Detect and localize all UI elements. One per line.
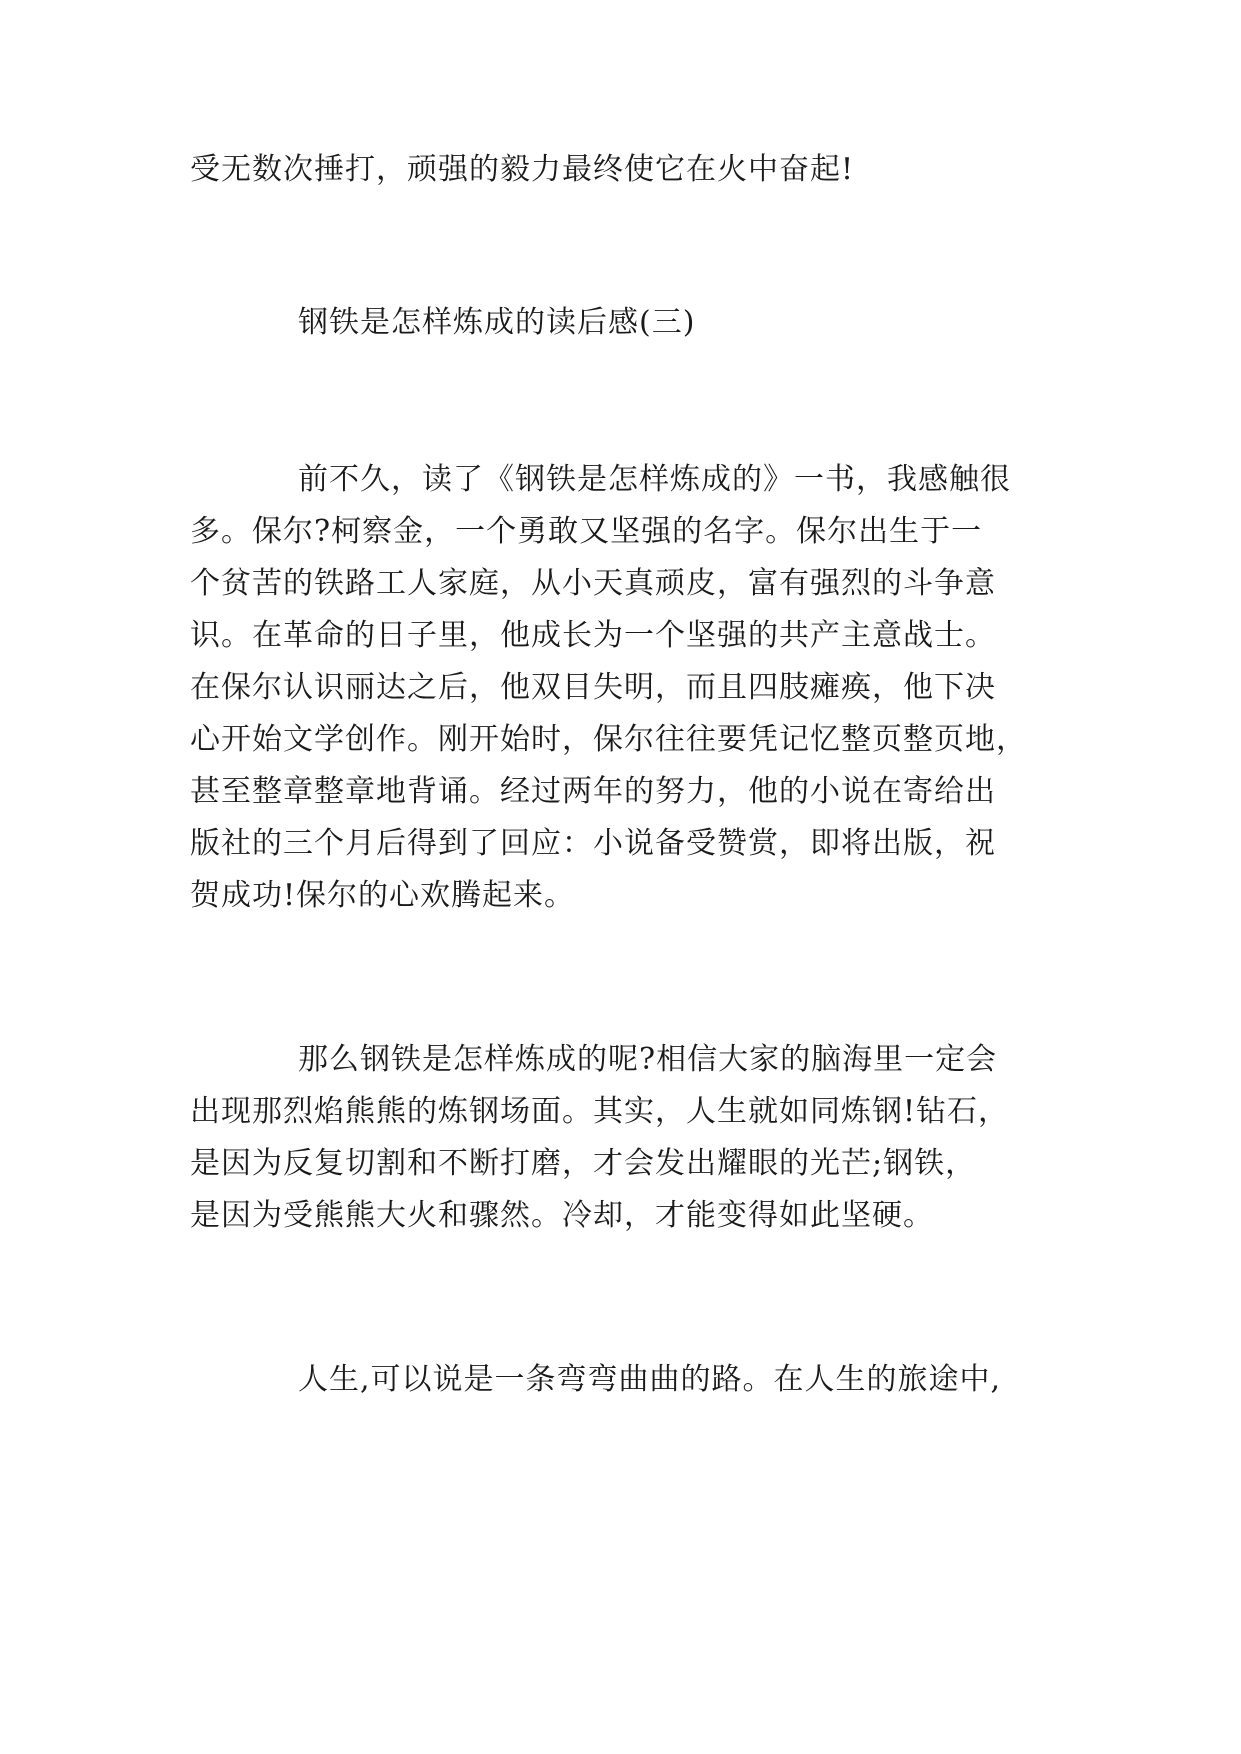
paragraph-2-line-4: 是因为受熊熊大火和骤然。冷却，才能变得如此坚硬。 — [190, 1198, 934, 1233]
paragraph-1-line-9: 贺成功!保尔的心欢腾起来。 — [190, 878, 576, 913]
paragraph-1-line-4: 识。在革命的日子里，他成长为一个坚强的共产主意战士。 — [190, 618, 996, 653]
paragraph-1-line-7: 甚至整章整章地背诵。经过两年的努力，他的小说在寄给出 — [190, 774, 996, 809]
paragraph-2-line-3: 是因为反复切割和不断打磨，才会发出耀眼的光芒;钢铁， — [190, 1146, 977, 1181]
paragraph-1-line-6: 心开始文学创作。刚开始时，保尔往往要凭记忆整页整页地， — [190, 722, 1027, 757]
paragraph-2-line-2: 出现那烈焰熊熊的炼钢场面。其实，人生就如同炼钢!钻石， — [190, 1094, 1010, 1129]
paragraph-1-line-8: 版社的三个月后得到了回应：小说备受赞赏，即将出版，祝 — [190, 826, 996, 861]
paragraph-1-line-1: 前不久，读了《钢铁是怎样炼成的》一书，我感触很 — [298, 462, 1011, 497]
paragraph-1-line-3: 个贫苦的铁路工人家庭，从小天真顽皮，富有强烈的斗争意 — [190, 566, 996, 601]
paragraph-1-line-2: 多。保尔?柯察金，一个勇敢又坚强的名字。保尔出生于一 — [190, 514, 983, 549]
paragraph-1-line-5: 在保尔认识丽达之后，他双目失明，而且四肢瘫痪，他下决 — [190, 670, 996, 705]
paragraph-3-line-1: 人生,可以说是一条弯弯曲曲的路。在人生的旅途中, — [298, 1362, 1002, 1397]
paragraph-2-line-1: 那么钢铁是怎样炼成的呢?相信大家的脑海里一定会 — [298, 1042, 998, 1077]
intro-line: 受无数次捶打，顽强的毅力最终使它在火中奋起! — [190, 152, 855, 187]
section-title: 钢铁是怎样炼成的读后感(三) — [298, 305, 696, 340]
